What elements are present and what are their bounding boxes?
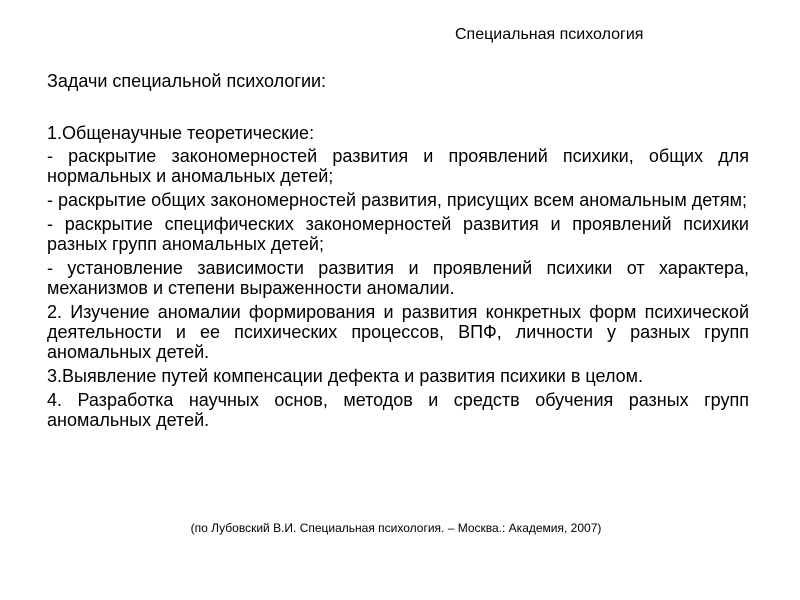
slide-header-title: Специальная психология bbox=[455, 26, 644, 43]
tasks-list bbox=[47, 123, 749, 430]
task-item-4: 4. Разработка научных основ, методов и средств обучения разных групп аномальных детей. bbox=[47, 390, 749, 430]
citation bbox=[0, 520, 800, 536]
task-item-1d: - установление зависимости развития и проявлений психики от характера, механизмов и степени выраженности аномалии. bbox=[47, 258, 749, 298]
task-item-1c: - раскрытие специфических закономерностей развития и проявлений психики разных групп аномальных детей; bbox=[47, 214, 749, 254]
task-item-1a: - раскрытие закономерностей развития и проявлений психики, общих для нормальных и аномальных детей; bbox=[47, 146, 749, 186]
task-item-1b: - раскрытие общих закономерностей развития, присущих всем аномальным детям; bbox=[47, 190, 748, 210]
section-heading: Задачи специальной психологии: bbox=[47, 71, 327, 91]
task-item-2: 2. Изучение аномалии формирования и развития конкретных форм психической деятельности и ее психических процессов, ВПФ, личности у разных групп аномальных детей. bbox=[47, 302, 749, 362]
task-item-1: 1.Общенаучные теоретические: bbox=[47, 123, 315, 143]
task-item-3: 3.Выявление путей компенсации дефекта и развития психики в целом. bbox=[47, 366, 644, 386]
citation-text: (по Лубовский В.И. Специальная психология. – Москва.: Академия, 2007) bbox=[190, 521, 602, 535]
